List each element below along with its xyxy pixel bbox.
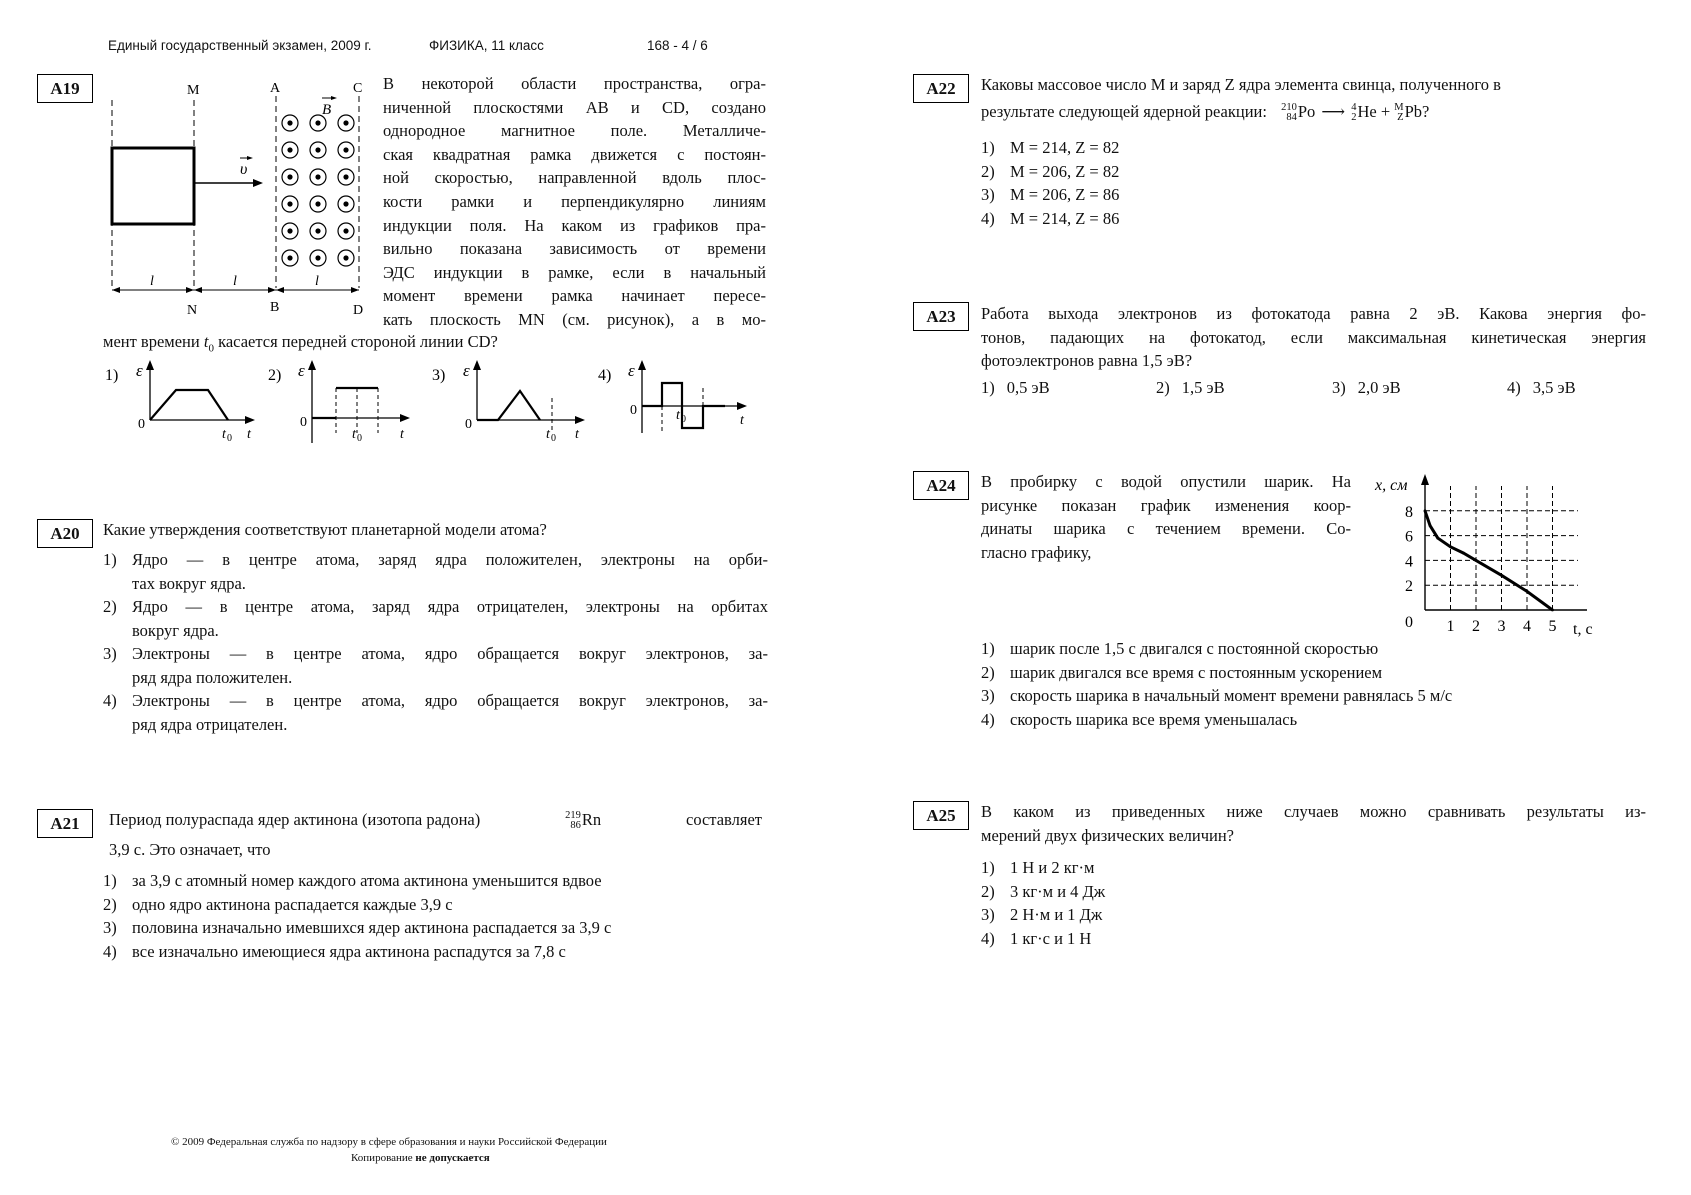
emf-graph-3 — [432, 360, 585, 443]
q24-option-3 — [981, 684, 1646, 708]
magnetic-field-figure — [100, 78, 380, 323]
q19-text-line-2: ниченной плоскостями AB и CD, создано — [383, 97, 766, 117]
footer-copy-notice: Копирование не допускается — [351, 1152, 490, 1164]
option-number: 2) — [103, 597, 117, 616]
option-text-line1: Электроны — в центре атома, ядро обращается вокруг электронов, за- — [132, 644, 768, 663]
q22-option-2 — [981, 160, 1381, 184]
option-number: 3) — [1332, 378, 1346, 397]
q24-option-4 — [981, 708, 1646, 732]
svg-text:ε: ε — [298, 361, 305, 380]
emf-graph-4 — [598, 360, 747, 433]
option-text-line1: Электроны — в центре атома, ядро обращается вокруг электронов, за- — [132, 691, 768, 710]
q23-options — [981, 376, 1646, 400]
question-label-a24: A24 — [913, 471, 969, 500]
q19-text-line-11: кать плоскость MN (см. рисунок), а в мо- — [383, 309, 766, 329]
option-number: 2) — [103, 894, 117, 914]
option-text: за 3,9 с атомный номер каждого атома актинона уменьшится вдвое — [132, 871, 602, 890]
field-lines-out-of-page — [282, 115, 354, 266]
q23-question — [981, 302, 1646, 373]
svg-text:0: 0 — [630, 403, 637, 418]
field-dot-center — [343, 174, 348, 179]
option-number: 3) — [103, 644, 117, 663]
svg-text:ε: ε — [136, 361, 143, 380]
svg-text:t: t — [352, 427, 356, 442]
q22-question-line1: Каковы массовое число M и заряд Z ядра элемента свинца, полученного в — [981, 75, 1501, 94]
q24-options — [981, 637, 1646, 731]
option-text: 1,5 эВ — [1181, 378, 1225, 397]
q19-text-line-3: однородное магнитное поле. Металличе- — [383, 121, 766, 141]
chart-xtick-label: 5 — [1548, 618, 1557, 635]
field-dot-center — [287, 147, 292, 152]
q21-option-1 — [103, 869, 768, 893]
svg-text:0: 0 — [138, 417, 145, 432]
subject-title: ФИЗИКА, 11 класс — [429, 38, 544, 53]
q23-option-3 — [1332, 376, 1401, 400]
option-number: 1) — [981, 639, 995, 658]
q19-text-line-7: индукции поля. На каком из графиков пра- — [383, 215, 766, 235]
q20-question: Какие утверждения соответствуют планетарной модели атома? — [103, 520, 547, 539]
q21-option-3 — [103, 916, 768, 940]
q20-option-1 — [103, 548, 768, 595]
chart-ytick-label: 8 — [1405, 503, 1413, 521]
option-text-line2: ряд ядра отрицателен. — [132, 714, 288, 734]
svg-text:t: t — [400, 427, 404, 442]
option-number: 2) — [981, 881, 995, 901]
svg-text:0: 0 — [227, 433, 232, 443]
option-number: 4) — [981, 709, 995, 729]
field-dot-center — [287, 255, 292, 260]
option-text: M = 206, Z = 82 — [1010, 161, 1120, 181]
option-number: 3) — [981, 905, 995, 924]
option-text: 2 Н·м и 1 Дж — [1010, 905, 1103, 924]
q24-text-line-4: гласно графику, — [981, 542, 1092, 562]
q19-text-line-1: В некоторой области пространства, огра- — [383, 74, 766, 93]
option-text: M = 214, Z = 82 — [1010, 138, 1120, 157]
field-dot-center — [343, 120, 348, 125]
field-vector-label: B — [322, 102, 332, 118]
option-text: скорость шарика все время уменьшалась — [1010, 709, 1298, 729]
option-text-line1: Ядро — в центре атома, заряд ядра отрицателен, электроны на орбитах — [132, 597, 768, 616]
q19-text-line-4: ская квадратная рамка движется с постоян- — [383, 144, 766, 164]
question-label-a22: A22 — [913, 74, 969, 103]
field-dot-center — [315, 147, 320, 152]
svg-text:t: t — [247, 427, 251, 442]
chart-point — [1424, 509, 1427, 512]
option-number: 3) — [981, 185, 995, 204]
option-number: 4) — [103, 941, 117, 961]
page-number: 168 - 4 / 6 — [647, 38, 708, 53]
question-label-a19: A19 — [37, 74, 93, 103]
option-number: 2) — [981, 662, 995, 682]
length-label-3: l — [315, 274, 319, 289]
option-number: 1) — [981, 378, 995, 397]
option-text: M = 214, Z = 86 — [1010, 208, 1120, 228]
exam-title: Единый государственный экзамен, 2009 г. — [108, 38, 372, 53]
svg-text:ε: ε — [628, 361, 635, 380]
q23-text-line-1: Работа выхода электронов из фотокатода равна 2 эВ. Какова энергия фо- — [981, 304, 1646, 323]
length-label-2: l — [233, 274, 237, 289]
q23-text-line-2: тонов, падающих на фотокатод, если максимальная кинетическая энергия — [981, 327, 1646, 347]
question-label-a23: A23 — [913, 302, 969, 331]
option-number: 4) — [981, 208, 995, 228]
q25-option-4 — [981, 927, 1381, 951]
q19-text-line-5: ной скоростью, направленной вдоль плос- — [383, 168, 766, 188]
option-text: скорость шарика в начальный момент времени равнялась 5 м/с — [1010, 686, 1453, 705]
question-label-a20: A20 — [37, 519, 93, 548]
q19-last-line: мент времени $t_0$ касается передней стороной линии CD? — [103, 332, 498, 355]
option-number: 4) — [1507, 378, 1521, 397]
chart-ytick-label: 6 — [1405, 528, 1413, 546]
q22-option-3 — [981, 183, 1381, 207]
svg-text:t: t — [676, 408, 680, 423]
q25-text-line-2: мерений двух физических величин? — [981, 825, 1235, 845]
option-number: 3) — [103, 918, 117, 937]
field-dot-center — [343, 201, 348, 206]
footer-copyright: © 2009 Федеральная служба по надзору в сфере образования и науки Российской Федерации — [171, 1136, 607, 1148]
label-B: B — [270, 300, 280, 315]
chart-xtick-label: 4 — [1523, 618, 1531, 635]
q21-question-line2: 3,9 с. Это означает, что — [109, 840, 271, 859]
q20-option-4 — [103, 689, 768, 736]
chart-point — [1475, 559, 1478, 562]
svg-text:4): 4) — [598, 367, 612, 384]
option-text: 3,5 эВ — [1532, 378, 1576, 397]
velocity-label: υ — [240, 161, 248, 178]
length-label-1: l — [150, 274, 154, 289]
q22-question-line2: результате следующей ядерной реакции: 210 84 Po ⟶ 4 2 He + M Z Pb? — [981, 102, 1430, 124]
chart-point — [1436, 537, 1439, 540]
q19-text-line-8: вильно показана зависимость от времени — [383, 239, 766, 259]
option-number: 3) — [981, 686, 995, 705]
coordinate-time-chart — [1365, 472, 1625, 642]
option-text: половина изначально имевшихся ядер актинона распадается за 3,9 с — [132, 918, 612, 937]
field-dot-center — [315, 228, 320, 233]
svg-text:t: t — [575, 427, 579, 442]
chart-xtick-label: 0 — [1405, 614, 1413, 631]
option-text: 1 Н и 2 кг·м — [1010, 858, 1095, 877]
option-number: 1) — [981, 858, 995, 877]
q24-option-2 — [981, 661, 1646, 685]
svg-text:1): 1) — [105, 367, 119, 384]
q25-option-2 — [981, 880, 1381, 904]
option-number: 1) — [981, 138, 995, 157]
option-number: 2) — [1156, 378, 1170, 397]
svg-text:ε: ε — [463, 361, 470, 380]
question-label-a21: A21 — [37, 809, 93, 838]
option-text: 1 кг·с и 1 Н — [1010, 928, 1092, 948]
q25-option-3 — [981, 903, 1381, 927]
option-number: 1) — [103, 871, 117, 890]
field-dot-center — [287, 228, 292, 233]
svg-text:0: 0 — [551, 433, 556, 443]
option-text-line1: Ядро — в центре атома, заряд ядра положителен, электроны на орби- — [132, 550, 768, 569]
q24-text-line-3: динаты шарика с течением времени. Со- — [981, 519, 1351, 538]
field-dot-center — [315, 255, 320, 260]
chart-ytick-label: 2 — [1405, 578, 1413, 596]
label-A: A — [270, 81, 281, 96]
option-number: 4) — [981, 928, 995, 948]
q24-text-line-1: В пробирку с водой опустили шарик. На — [981, 472, 1351, 491]
option-text: 2,0 эВ — [1357, 378, 1401, 397]
q20-options — [103, 548, 768, 736]
q25-option-1 — [981, 856, 1381, 880]
question-label-a25: A25 — [913, 801, 969, 830]
q24-text-line-2: рисунке показан график изменения коор- — [981, 495, 1351, 515]
option-text-line2: вокруг ядра. — [132, 620, 219, 640]
chart-xlabel: t, c — [1573, 621, 1593, 638]
option-text: шарик после 1,5 с двигался с постоянной скоростью — [1010, 639, 1379, 658]
option-text-line2: ряд ядра положителен. — [132, 667, 293, 687]
option-text: шарик двигался все время с постоянным ускорением — [1010, 662, 1383, 682]
chart-point — [1500, 574, 1503, 577]
q22-options — [981, 136, 1381, 230]
metal-frame — [112, 148, 194, 224]
field-dot-center — [343, 255, 348, 260]
svg-text:t: t — [546, 427, 550, 442]
q19-text-line-10: момент времени рамка начинает пересе- — [383, 286, 766, 306]
emf-graph-1 — [105, 360, 255, 443]
field-dot-center — [315, 201, 320, 206]
svg-text:2): 2) — [268, 367, 282, 384]
chart-point — [1462, 552, 1465, 555]
svg-text:t: t — [222, 427, 226, 442]
field-dot-center — [287, 174, 292, 179]
option-text: 0,5 эВ — [1006, 378, 1050, 397]
q22-option-1 — [981, 136, 1381, 160]
q22-option-4 — [981, 207, 1381, 231]
q23-option-2 — [1156, 376, 1225, 400]
field-dot-center — [315, 174, 320, 179]
field-dot-center — [287, 120, 292, 125]
q25-question — [981, 800, 1646, 847]
field-dot-center — [343, 228, 348, 233]
q19-text-block — [383, 72, 766, 332]
chart-ytick-label: 4 — [1405, 553, 1413, 571]
field-dot-center — [287, 201, 292, 206]
chart-xtick-label: 1 — [1446, 618, 1455, 635]
option-text: 3 кг·м и 4 Дж — [1010, 881, 1106, 901]
chart-xtick-label: 3 — [1497, 618, 1506, 635]
option-number: 1) — [103, 550, 117, 569]
q23-option-1 — [981, 376, 1050, 400]
emf-graph-options — [100, 358, 760, 443]
option-text: M = 206, Z = 86 — [1010, 185, 1120, 204]
q21-question-line1: Период полураспада ядер актинона (изотопа радона) 219 86 Rn составляет — [109, 810, 762, 832]
chart-point — [1551, 609, 1554, 612]
option-number: 2) — [981, 161, 995, 181]
svg-text:3): 3) — [432, 367, 446, 384]
label-D: D — [353, 303, 364, 318]
label-C: C — [353, 81, 363, 96]
q19-text-line-9: ЭДС индукции в рамке, если в начальный — [383, 262, 766, 282]
svg-text:0: 0 — [357, 433, 362, 443]
option-text: одно ядро актинона распадается каждые 3,9 с — [132, 894, 453, 914]
chart-ylabel: x, см — [1375, 477, 1408, 494]
q24-option-1 — [981, 637, 1646, 661]
option-text-line2: тах вокруг ядра. — [132, 573, 246, 593]
q25-text-line-1: В каком из приведенных ниже случаев можно сравнивать результаты из- — [981, 802, 1646, 821]
field-dot-center — [343, 147, 348, 152]
svg-text:0: 0 — [465, 417, 472, 432]
svg-text:0: 0 — [300, 415, 307, 430]
chart-xtick-label: 2 — [1472, 618, 1480, 635]
chart-point — [1526, 590, 1529, 593]
q20-option-3 — [103, 642, 768, 689]
chart-point — [1429, 524, 1432, 527]
chart-point — [1449, 545, 1452, 548]
q19-text-line-6: кости рамки и перпендикулярно линиям — [383, 191, 766, 211]
q24-question — [981, 470, 1351, 564]
svg-text:0: 0 — [681, 414, 686, 425]
emf-graph-2 — [268, 360, 410, 443]
q23-text-line-3: фотоэлектронов равна 1,5 эВ? — [981, 351, 1193, 370]
label-N: N — [187, 303, 198, 318]
q21-option-4 — [103, 940, 768, 964]
label-M: M — [187, 83, 200, 98]
option-number: 4) — [103, 691, 117, 710]
q20-option-2 — [103, 595, 768, 642]
field-dot-center — [315, 120, 320, 125]
q25-options — [981, 856, 1381, 950]
svg-text:t: t — [740, 413, 744, 428]
q21-option-2 — [103, 893, 768, 917]
q23-option-4 — [1507, 376, 1576, 400]
option-text: все изначально имеющиеся ядра актинона распадутся за 7,8 с — [132, 941, 566, 961]
q21-options — [103, 869, 768, 963]
